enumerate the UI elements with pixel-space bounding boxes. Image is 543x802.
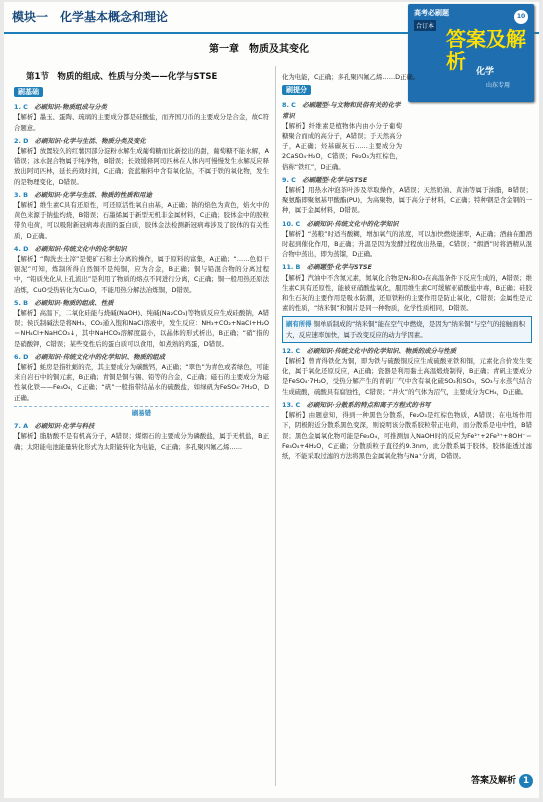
answer-2-topic: 必刷知识·化学与生活、物质分类及变化 — [34, 136, 146, 145]
answer-8-head: 8. C — [282, 101, 296, 110]
answer-2 — [14, 136, 269, 187]
answer-9 — [282, 175, 532, 216]
answer-5-topic: 必刷知识·物质的组成、性质 — [34, 298, 114, 307]
answer-7-head: 7. A — [14, 422, 29, 431]
answer-9-body: 【解析】用热水冲泡茶叶涉及萃取操作，A错误；天然奶油、黄油等属于油脂，B错误；聚氨酯即聚氨基甲酸酯(PU)，为高聚物，属于高分子材料，C正确；特种钢是含金钢的一种，属于金属材料，D错误。 — [282, 186, 532, 215]
tag-basic: 刷基础 — [14, 87, 43, 97]
answer-8-topic: 必刷题型·与文物和民俗有关的化学常识 — [282, 101, 401, 120]
answer-8-body: 【解析】纤维素是植物体内由小分子葡萄糖聚合而成的高分子，A错误；于天然高分子，A正确；烃基碳灰石……主要成分为2CaSO₄·H₂O，C错误；Fe₂O₃为红棕色，俗称“铁红”，D正确。 — [282, 121, 402, 171]
answer-3-body: 【解析】维生素C具有还原性，可还原活性氧自由基，A正确；钠的焰色为黄色，焰火中的黄色来源于钠盐灼烧，B错误；石墨烯属于新型无机非金属材料，C正确；胶体金中的胶粒带负电荷，可以吸附新冠病毒表面的蛋白质，胶体金法检测新冠病毒涉及了胶体的有关性质，D正确。 — [14, 201, 269, 240]
answer-9-head: 9. C — [282, 175, 296, 184]
answer-5-head: 5. B — [14, 298, 28, 307]
book-edition: 合订本 — [414, 20, 436, 31]
answer-12 — [282, 346, 532, 397]
footer-label: 答案及解析 — [470, 776, 516, 786]
answer-3-topic: 必刷知识·化学与生活、物质的性质和用途 — [34, 190, 152, 199]
book-subject: 化学 — [476, 67, 495, 77]
answer-2-head: 2. D — [14, 136, 29, 145]
section-title: 第1节 物质的组成、性质与分类——化学与STSE — [26, 72, 218, 82]
insight-note — [282, 316, 532, 342]
insight-note-tag: 刷有所得 — [286, 320, 312, 329]
continued-text: 化为电能，C正确；多孔聚四氟乙烯……D正确。 — [282, 73, 420, 81]
answer-4-head: 4. D — [14, 244, 29, 253]
answer-11 — [282, 262, 532, 313]
answer-6-body: 【解析】蚝房是指牡蛎的壳，其主要成分为碳酸钙，A正确；“翠色”为青色或者绿色，可能来自岩石中的铜元素，B正确；青铜是铜与锡、铅等的合金，C正确；磁石的主要成分为磁性氧化铁——Fe₃O₄，C正确；“矾”一般指带结晶水的硫酸盐，如绿矾为FeSO₄·7H₂O，D正确。 — [14, 363, 269, 402]
answer-5 — [14, 298, 269, 349]
answer-12-body: 【解析】曾青得铁化为铜，即为铁与硫酸铜反应生成硫酸亚铁和铜，元素化合价发生变化，属于氧化还原反应，A正确；瓷器是利用黏土高温煅烧制得，B正确；青矾主要成分是FeSO₄·7H₂O，受热分解产生的青矾厂气中含有氧化硫SO₂和SO₃，SO₃与水蒸气结合生成硫酸，硫酸具有腐蚀性，C错误；“井火”的气体为沼气，主要成分为CH₄，D正确。 — [282, 357, 532, 396]
answer-13-body: 【解析】由题意知，得到一种黑色分散系，Fe₂O₃是红棕色物质，A错误；在电场作用下，阴极附近分散系黑色变深，则说明该分散系胶粒带正电荷，而分散系是电中性，B错误；黑色金属氧化物可能是Fe₃O₄，可推测加入NaOH时的反应为Fe²⁺+2Fe³⁺+8OH⁻＝Fe₃O₄+4H₂O，C正确；分散质粒子直径约9.3nm，此分散系属于胶体，胶体能透过滤纸，不能采取过滤的方法将黑色金属氧化物与Na⁺分离，D错误。 — [282, 411, 532, 460]
answer-1-body: 【解析】墨玉、蛋陶、琉璃的主要成分都是硅酸盐，而齐国刀币的主要成分是合金，故C符合题意。 — [14, 113, 269, 132]
answer-7-body: 【解析】脂肪酸不是有机高分子，A错误；煤烟石的主要成分为磷酸盐，属于无机盐，B正确；太阳能电池能量转化形式为太阳能转化为电能，C正确；多孔聚四氟乙烯…… — [14, 432, 269, 451]
answer-4-body: 【解析】“陶洗去土滓”是使矿石和土分离的操作，属于原料的富集，A正确；“……色似干银泥”可知，炼制所得自然铜不是纯铜，应为合金，B正确；铜与铅混合物的分离过程中，“铅质先化从上孔流出”是利用了物质的熔点不同进行分离，C正确；铜一般用热还原法冶炼，CuO受热转化为Cu₂O，不能用热分解法冶炼铜，D错误。 — [14, 255, 269, 294]
answer-11-body: 【解析】汽油中不含氮元素，氮氧化合物是N₂和O₂在高温条件下反应生成的，A错误；维生素C具有还原性，能被亚硝酸盐氧化，服用维生素C可缓解亚硝酸盐中毒，B正确；硅胶和生石灰的主要作用是吸水防潮，还原铁粉的主要作用是防止氧化，C错误；金属性是元素的性质，“纳米铜”和铜片是同一种物质，化学性质相同，D错误。 — [282, 273, 532, 313]
answer-13-head: 13. C — [282, 400, 301, 409]
answer-11-topic: 必刷题型·化学与STSE — [306, 263, 372, 272]
answer-3 — [14, 190, 269, 241]
answer-12-topic: 必刷知识·传统文化中的化学知识、物质的成分与性质 — [306, 346, 457, 355]
book-title: 答案及解析 — [446, 27, 526, 73]
answer-10 — [282, 219, 532, 260]
module-title: 模块一 化学基本概念和理论 — [12, 10, 169, 24]
chapter-title: 第一章 物质及其变化 — [209, 44, 309, 55]
answer-2-body: 【解析】放置较久的红薯因部分淀粉水解生成葡萄糖而比新挖出的甜，葡萄糖不能水解，A错误；冰水混合物属于纯净物，B错误；长效缓释阿司匹林在人体内可慢慢发生水解反应释放出阿司匹林，延长药效时间，C正确；瓷蓝釉料中含有氧化钴，不属于铁的氧化物，发生的是物理变化，D错误。 — [14, 147, 269, 186]
answer-8 — [282, 100, 402, 171]
answer-10-topic: 必刷知识·传统文化中的化学知识 — [306, 219, 399, 228]
answer-1-head: 1. C — [14, 103, 28, 112]
book-region: 山东专用 — [486, 82, 511, 89]
left-column — [14, 84, 269, 452]
answer-6-topic: 必刷知识·传统文化中的化学知识、物质的组成 — [34, 352, 166, 361]
page-number: 1 — [519, 774, 533, 788]
page-footer — [471, 773, 533, 788]
tag-advanced: 刷提分 — [282, 85, 311, 95]
answer-4 — [14, 244, 269, 295]
answer-9-topic: 必刷题型·化学与STSE — [302, 175, 368, 184]
answer-3-head: 3. B — [14, 190, 28, 199]
answer-12-head: 12. C — [282, 346, 301, 355]
answer-6 — [14, 352, 269, 403]
answer-10-head: 10. C — [282, 219, 301, 228]
answer-11-head: 11. B — [282, 263, 301, 272]
answer-7-topic: 必刷知识·化学与科技 — [34, 422, 95, 431]
answer-5-body: 【解析】高温下，二氧化硅能与烧碱(NaOH)、纯碱(Na₂CO₃)等物质反应生成硅酸钠，A错误；侯氏制碱法是将NH₃、CO₂通入饱和NaCl溶液中，发生反应：NH₃+CO₂+NaCl+H₂O＝NH₄Cl+NaHCO₃↓，其中NaHCO₃溶解度最小，以晶体的形式析出，B正确；“硝”指的是硝酸钾，C错误；某些变性后的蛋白质可以食用，如煮熟的鸡蛋，D错误。 — [14, 309, 269, 348]
page — [4, 2, 539, 798]
answer-10-body: 【解析】“蒸粮”时适当酸糊，增加氧气的浓度，可以加快燃烧速率，A正确；酒曲在酿酒时起到催化作用，B正确；升温是因为发酵过程放出热量，C错误；“烟酒”时将酒精从混合物中蒸出，即为蒸馏，D正确。 — [282, 229, 532, 259]
right-column — [282, 72, 532, 461]
answer-6-head: 6. D — [14, 352, 29, 361]
answer-13-topic: 必刷知识·分散系的特点和离子方程式的书写 — [306, 400, 431, 409]
answer-1-topic: 必刷知识·物质组成与分类 — [34, 103, 107, 112]
answer-13 — [282, 400, 532, 461]
column-divider — [275, 66, 276, 786]
answer-7 — [14, 421, 269, 452]
section-divider-errors: 刷易错 — [14, 406, 269, 418]
book-series: 高考必刷题 — [414, 9, 449, 17]
insight-note-body: 铜单质制成的“纳米铜”能在空气中燃烧，是因为“纳米铜”与空气的接触面积大，反应速率加快，属于改变反应的动力学因素。 — [286, 320, 525, 339]
answer-4-topic: 必刷知识·传统文化中的化学知识 — [34, 244, 127, 253]
book-logo-icon: 10 — [514, 10, 528, 24]
answer-1 — [14, 102, 269, 133]
